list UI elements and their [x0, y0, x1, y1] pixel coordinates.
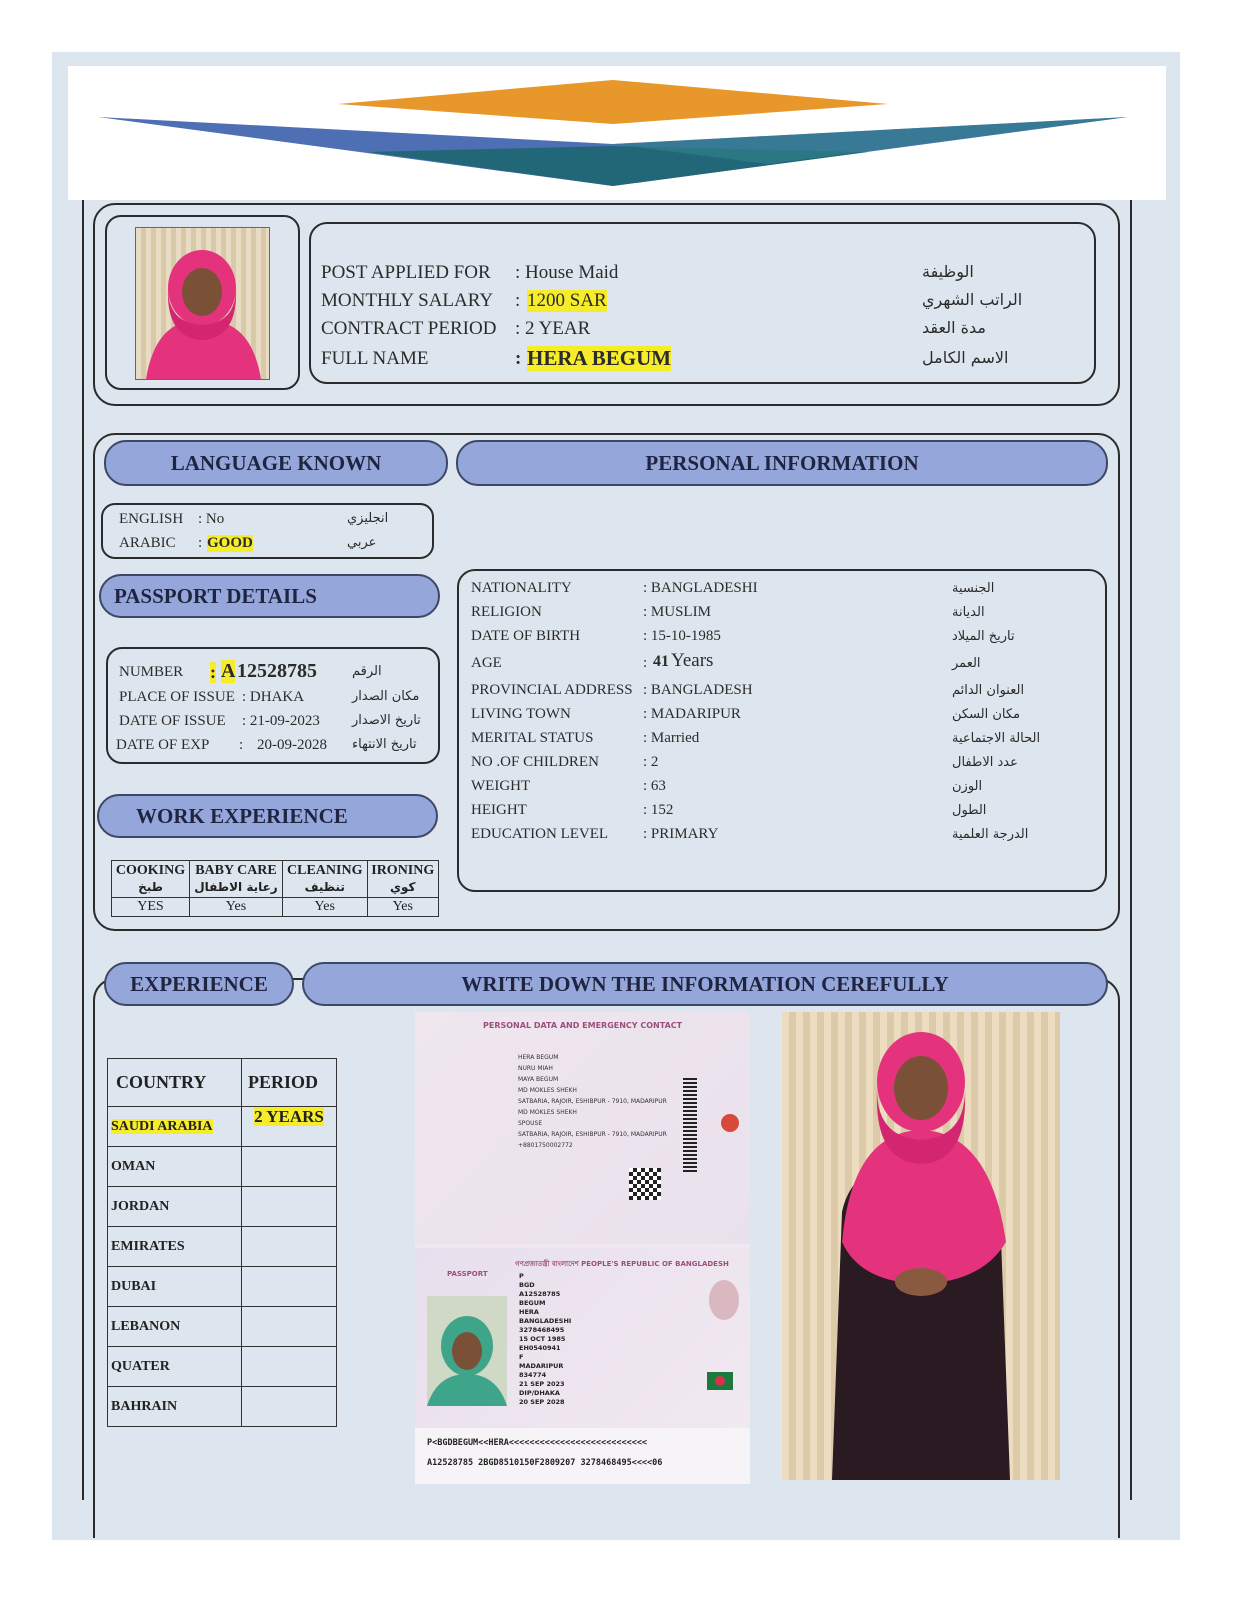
personal-arabic-label: الديانة: [952, 605, 985, 620]
country-name: JORDAN: [111, 1198, 170, 1214]
personal-value: : 2: [643, 754, 659, 770]
country-row: [108, 1307, 337, 1347]
country-name: DUBAI: [111, 1278, 157, 1294]
work-experience-title: WORK EXPERIENCE: [136, 803, 348, 828]
salary-colon: :: [515, 290, 521, 311]
country-name: LEBANON: [111, 1318, 181, 1334]
personal-value: : 152: [643, 802, 674, 818]
country-experience-table: [107, 1058, 337, 1427]
period-cell: [242, 1107, 337, 1147]
personal-information-title: PERSONAL INFORMATION: [645, 450, 919, 475]
personal-information-header: [456, 440, 1108, 486]
personal-label: HEIGHT: [471, 802, 527, 818]
scan-text-line: +8801750002772: [518, 1142, 573, 1149]
period-cell: [242, 1347, 337, 1387]
instruction-banner-text: WRITE DOWN THE INFORMATION CEREFULLY: [461, 971, 949, 996]
country-cell: [108, 1147, 242, 1187]
country-row: [108, 1387, 337, 1427]
passport-lower-lines: [519, 1272, 571, 1407]
instruction-banner: [302, 962, 1108, 1006]
period-cell: [242, 1387, 337, 1427]
contract-arabic: مدة العقد: [922, 318, 986, 337]
personal-label: EDUCATION LEVEL: [471, 826, 609, 842]
personal-value: : BANGLADESH: [643, 682, 753, 698]
scan-text-line: MD MOKLES SHEKH: [518, 1087, 577, 1094]
date-of-issue-arabic: تاريخ الاصدار: [352, 713, 421, 728]
period-value: 2 YEARS: [254, 1107, 324, 1126]
scan-text-line: BGD: [519, 1281, 535, 1289]
passport-number-colon: :: [210, 662, 216, 682]
place-of-issue-value: : DHAKA: [242, 689, 305, 705]
passport-data-page-lower: [415, 1248, 750, 1484]
personal-arabic-label: الحالة الاجتماعية: [952, 731, 1041, 746]
country-name: EMIRATES: [111, 1238, 185, 1254]
country-row: [108, 1227, 337, 1267]
scan-text-line: 20 SEP 2028: [519, 1398, 565, 1406]
country-name: QUATER: [111, 1358, 170, 1374]
scan-text-line: HERA BEGUM: [518, 1054, 559, 1061]
passport-details-title: PASSPORT DETAILS: [114, 583, 317, 608]
country-cell: [108, 1307, 242, 1347]
country-cell: [108, 1387, 242, 1427]
passport-holder-photo: [427, 1296, 507, 1406]
passport-lower-heading: গণপ্রজাতন্ত্রী বাংলাদেশ PEOPLE'S REPUBLIC OF BANGLADESH: [515, 1260, 729, 1268]
period-cell: [242, 1147, 337, 1187]
passport-upper-heading: PERSONAL DATA AND EMERGENCY CONTACT: [483, 1021, 683, 1030]
period-cell: [242, 1187, 337, 1227]
arabic-arabic: عربي: [347, 535, 377, 550]
scan-text-line: 834774: [519, 1371, 547, 1379]
date-of-exp-label: DATE OF EXP: [116, 737, 210, 753]
full-name-colon: :: [515, 348, 522, 369]
country-row: [108, 1147, 337, 1187]
full-name-arabic: الاسم الكامل: [922, 348, 1009, 367]
cleaning-header: CLEANING تنظيف: [282, 861, 367, 898]
mrz-line-2: A12528785 2BGD8510150F2809207 3278468495<<<<06: [427, 1458, 663, 1468]
passport-number-value: 12528785: [237, 660, 317, 682]
frame-right-line: [1130, 200, 1132, 1500]
scan-text-line: 21 SEP 2023: [519, 1380, 565, 1388]
personal-value: : Married: [643, 730, 700, 746]
contract-label: CONTRACT PERIOD: [321, 318, 497, 339]
personal-label: NO .OF CHILDREN: [471, 754, 599, 770]
personal-label: WEIGHT: [471, 778, 531, 794]
language-known-title: LANGUAGE KNOWN: [170, 450, 382, 475]
scan-text-line: 15 OCT 1985: [519, 1335, 566, 1343]
personal-arabic-label: الوزن: [952, 779, 983, 794]
personal-arabic-label: تاريخ الميلاد: [952, 629, 1015, 644]
bangladesh-emblem-icon: [721, 1114, 739, 1132]
passport-details-header: [99, 574, 440, 618]
country-experience-rows: [108, 1107, 337, 1427]
period-cell: [242, 1307, 337, 1347]
scan-text-line: NURU MIAH: [518, 1065, 553, 1072]
country-row: [108, 1107, 337, 1147]
age-number: 41: [653, 653, 669, 670]
country-name: SAUDI ARABIA: [111, 1118, 213, 1134]
english-label: ENGLISH: [119, 511, 184, 527]
arabic-label: ARABIC: [119, 535, 176, 551]
period-column-header: PERIOD: [242, 1059, 337, 1107]
passport-badge: PASSPORT: [447, 1270, 488, 1278]
full-name-label: FULL NAME: [321, 348, 429, 369]
country-cell: [108, 1227, 242, 1267]
passport-data-page-upper: [415, 1012, 750, 1244]
post-applied-label: POST APPLIED FOR: [321, 262, 491, 283]
header-chevron-graphic: [68, 66, 1166, 200]
passport-upper-lines: [518, 1052, 667, 1151]
country-cell: [108, 1187, 242, 1227]
salary-arabic: الراتب الشهري: [922, 290, 1023, 309]
personal-label: RELIGION: [471, 604, 542, 620]
ironing-value: Yes: [367, 898, 438, 917]
personal-arabic-label: العنوان الدائم: [952, 683, 1025, 698]
country-column-header: COUNTRY: [108, 1059, 242, 1107]
scan-text-line: P: [519, 1272, 524, 1280]
scan-text-line: HERA: [519, 1308, 539, 1316]
scan-text-line: BANGLADESHI: [519, 1317, 572, 1325]
ironing-header: IRONING كوي: [367, 861, 438, 898]
country-cell: [108, 1347, 242, 1387]
experience-title: EXPERIENCE: [130, 971, 268, 996]
cooking-value: YES: [112, 898, 190, 917]
personal-label: DATE OF BIRTH: [471, 628, 581, 644]
country-row: [108, 1267, 337, 1307]
scan-text-line: EH0540941: [519, 1344, 561, 1352]
personal-arabic-label: مكان السكن: [952, 707, 1021, 722]
full-body-photo: [782, 1012, 1060, 1480]
scan-text-line: MAYA BEGUM: [518, 1076, 559, 1083]
personal-value: : PRIMARY: [643, 826, 719, 842]
passport-mrz-zone: [415, 1428, 750, 1484]
profile-photo: [135, 227, 270, 380]
english-arabic: انجليزي: [347, 511, 389, 526]
language-known-header: [104, 440, 448, 486]
personal-value: : MUSLIM: [643, 604, 711, 620]
country-name: BAHRAIN: [111, 1398, 178, 1414]
scan-text-line: A12528785: [519, 1290, 561, 1298]
baby-care-header: BABY CARE رعاية الاطفال: [190, 861, 283, 898]
work-experience-header: [97, 794, 438, 838]
passport-barcode: [683, 1078, 697, 1172]
place-of-issue-arabic: مكان الصدار: [352, 689, 420, 704]
cleaning-value: Yes: [282, 898, 367, 917]
personal-arabic-label: الدرجة العلمية: [952, 827, 1029, 842]
country-name: OMAN: [111, 1158, 156, 1174]
scan-text-line: F: [519, 1353, 524, 1361]
scan-text-line: 3278468495: [519, 1326, 565, 1334]
qr-code-icon: [629, 1168, 661, 1200]
scan-text-line: SATBARIA, RAJOIR, ESHIBPUR - 7910, MADARIPUR: [518, 1131, 667, 1138]
personal-label: LIVING TOWN: [471, 706, 571, 722]
date-of-issue-label: DATE OF ISSUE: [119, 713, 226, 729]
scan-text-line: SATBARIA, RAJOIR, ESHIBPUR - 7910, MADARIPUR: [518, 1098, 667, 1105]
bangladesh-flag-icon: [707, 1372, 733, 1390]
personal-label: NATIONALITY: [471, 580, 572, 596]
scan-text-line: MD MOKLES SHEKH: [518, 1109, 577, 1116]
post-applied-arabic: الوظيفة: [922, 262, 974, 281]
personal-label: PROVINCIAL ADDRESS: [471, 682, 633, 698]
passport-number-prefix: A: [221, 660, 236, 682]
personal-label: AGE: [471, 655, 502, 671]
date-of-exp-value: 20-09-2028: [257, 737, 327, 753]
english-value: : No: [198, 511, 225, 527]
passport-number-label: NUMBER: [119, 664, 184, 680]
arabic-colon: :: [198, 535, 203, 551]
personal-arabic-label: العمر: [952, 656, 981, 671]
date-of-exp-arabic: تاريخ الانتهاء: [352, 737, 417, 752]
period-cell: [242, 1267, 337, 1307]
arabic-value: GOOD: [207, 535, 253, 551]
country-cell: [108, 1107, 242, 1147]
passport-ghost-photo: [709, 1280, 739, 1320]
country-row: [108, 1187, 337, 1227]
personal-arabic-label: عدد الاطفال: [952, 755, 1018, 770]
country-cell: [108, 1267, 242, 1307]
work-experience-table: [111, 860, 439, 917]
personal-value: : MADARIPUR: [643, 706, 741, 722]
personal-value: : 15-10-1985: [643, 628, 721, 644]
scan-text-line: MADARIPUR: [519, 1362, 564, 1370]
scan-text-line: DIP/DHAKA: [519, 1389, 560, 1397]
header-banner: [68, 66, 1166, 200]
country-row: [108, 1347, 337, 1387]
passport-scan-image: [415, 1012, 750, 1484]
age-unit: Years: [667, 650, 714, 671]
baby-care-value: Yes: [190, 898, 283, 917]
contract-value: : 2 YEAR: [515, 318, 591, 339]
experience-header: [104, 962, 294, 1006]
date-of-issue-value: : 21-09-2023: [242, 713, 320, 729]
frame-left-line: [82, 200, 84, 1500]
personal-arabic-label: الجنسية: [952, 581, 995, 596]
date-of-exp-colon: :: [239, 737, 244, 753]
salary-label: MONTHLY SALARY: [321, 290, 494, 311]
scan-text-line: BEGUM: [519, 1299, 546, 1307]
period-cell: [242, 1227, 337, 1267]
place-of-issue-label: PLACE OF ISSUE: [119, 689, 235, 705]
personal-label: MERITAL STATUS: [471, 730, 594, 746]
mrz-line-1: P<BGDBEGUM<<HERA<<<<<<<<<<<<<<<<<<<<<<<<<<<: [427, 1438, 648, 1448]
salary-value: 1200 SAR: [527, 290, 607, 311]
personal-value: : 63: [643, 778, 666, 794]
full-name-value: HERA BEGUM: [527, 346, 672, 370]
personal-value: :: [643, 655, 648, 671]
cooking-header: COOKING طبخ: [112, 861, 190, 898]
passport-number-arabic: الرقم: [352, 664, 382, 679]
personal-arabic-label: الطول: [952, 803, 987, 818]
scan-text-line: SPOUSE: [518, 1120, 543, 1127]
personal-value: : BANGLADESHI: [643, 580, 758, 596]
post-applied-value: : House Maid: [515, 262, 619, 283]
